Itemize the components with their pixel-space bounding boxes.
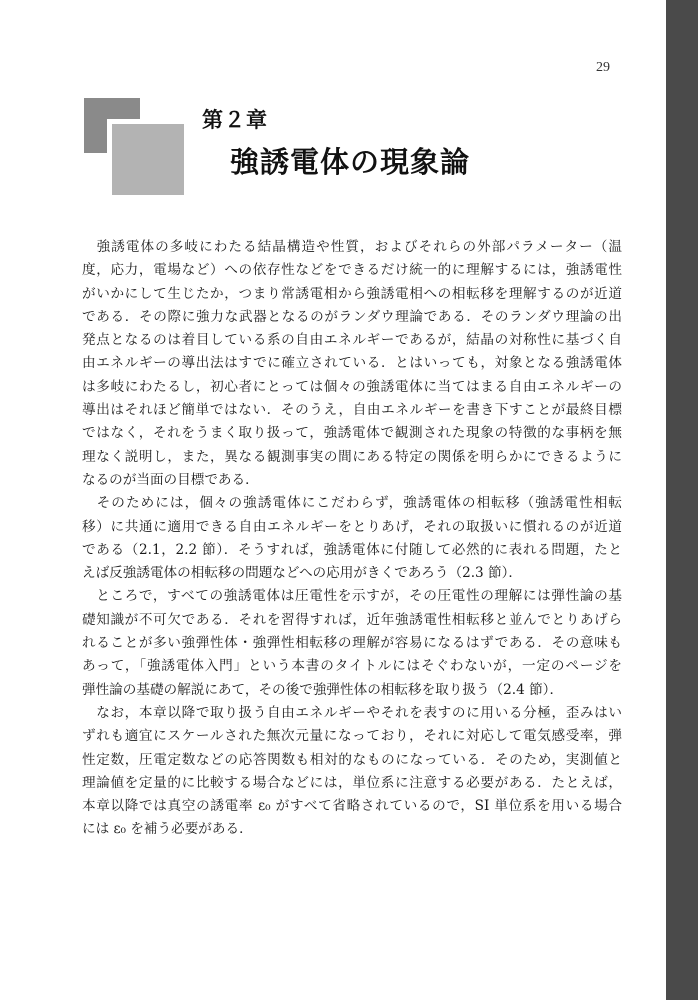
text-line: ずれも適宜にスケールされた無次元量になっており，それに対応して電気感受率，弾 <box>82 728 622 745</box>
text-line: 由エネルギーの導出法はすでに確立されている．とはいっても，対象となる強誘電体 <box>82 355 622 372</box>
text-line: 発点となるのは着目している系の自由エネルギーであるが，結晶の対称性に基づく自 <box>82 332 622 349</box>
text-line: えば反強誘電体の相転移の問題などへの応用がきくであろう（2.3 節）． <box>82 565 522 582</box>
chapter-decoration-square-front <box>107 119 184 195</box>
text-line: がいかにして生じたか，つまり常誘電相から強誘電相への相転移を理解するのが近道 <box>82 285 622 302</box>
page-number: 29 <box>596 60 610 75</box>
text-line: 理なく説明し，また，異なる観測事実の間にある特定の関係を明らかにできるように <box>82 448 622 465</box>
text-line: には ε₀ を補う必要がある． <box>82 821 253 838</box>
text-line: は多岐にわたるし，初心者にとっては個々の強誘電体に当てはまる自由エネルギーの <box>82 378 622 395</box>
chapter-title: 強誘電体の現象論 <box>230 145 471 179</box>
text-line: 度，応力，電場など）への依存性などをできるだけ統一的に理解するには，強誘電性 <box>82 262 622 279</box>
text-line: あって，「強誘電体入門」という本書のタイトルにはそぐわないが，一定のページを <box>82 658 622 675</box>
text-line: ではなく，それをうまく取り扱って，強誘電体で観測された現象の特徴的な事柄を無 <box>82 425 622 442</box>
paragraph <box>82 492 622 585</box>
text-line: である（2.1，2.2 節）．そうすれば，強誘電体に付随して必然的に表れる問題，たと <box>82 541 622 558</box>
text-line: なるのが当面の目標である． <box>82 471 259 488</box>
chapter-thumb-tab <box>666 0 698 1000</box>
text-line: 弾性論の基礎の解説にあて，その後で強弾性体の相転移を取り扱う（2.4 節）． <box>82 681 564 698</box>
text-line: 礎知識が不可欠である．それを習得すれば，近年強誘電性相転移と並んでとりあげら <box>82 611 622 628</box>
text-line: ところで，すべての強誘電体は圧電性を示すが，その圧電性の理解には弾性論の基 <box>82 588 622 605</box>
text-line: である．その際に強力な武器となるのがランダウ理論である．そのランダウ理論の出 <box>82 308 622 325</box>
chapter-label: 第２章 <box>202 108 268 132</box>
text-line: なお，本章以降で取り扱う自由エネルギーやそれを表すのに用いる分極，歪みはい <box>82 704 622 721</box>
text-line: そのためには，個々の強誘電体にこだわらず，強誘電体の相転移（強誘電性相転 <box>82 495 622 512</box>
text-line: 導出はそれほど簡単ではない．そのうえ，自由エネルギーを書き下すことが最終目標 <box>82 402 622 419</box>
text-line: 移）に共通に適用できる自由エネルギーをとりあげ，それの取扱いに慣れるのが近道 <box>82 518 622 535</box>
paragraph <box>82 702 622 842</box>
text-line: 性定数，圧電定数などの応答関数も相対的なものになっている．そのため，実測値と <box>82 751 622 768</box>
chapter-body-text <box>82 236 622 842</box>
text-line: れることが多い強弾性体・強弾性相転移の理解が容易になるはずである．その意味も <box>82 635 622 652</box>
paragraph <box>82 585 622 701</box>
text-line: 理論値を定量的に比較する場合などには，単位系に注意する必要がある．たとえば， <box>82 774 622 791</box>
paragraph <box>82 236 622 492</box>
text-line: 強誘電体の多岐にわたる結晶構造や性質，およびそれらの外部パラメーター（温 <box>82 239 622 255</box>
text-line: 本章以降では真空の誘電率 ε₀ がすべて省略されているので，SI 単位系を用いる場合 <box>82 798 622 815</box>
